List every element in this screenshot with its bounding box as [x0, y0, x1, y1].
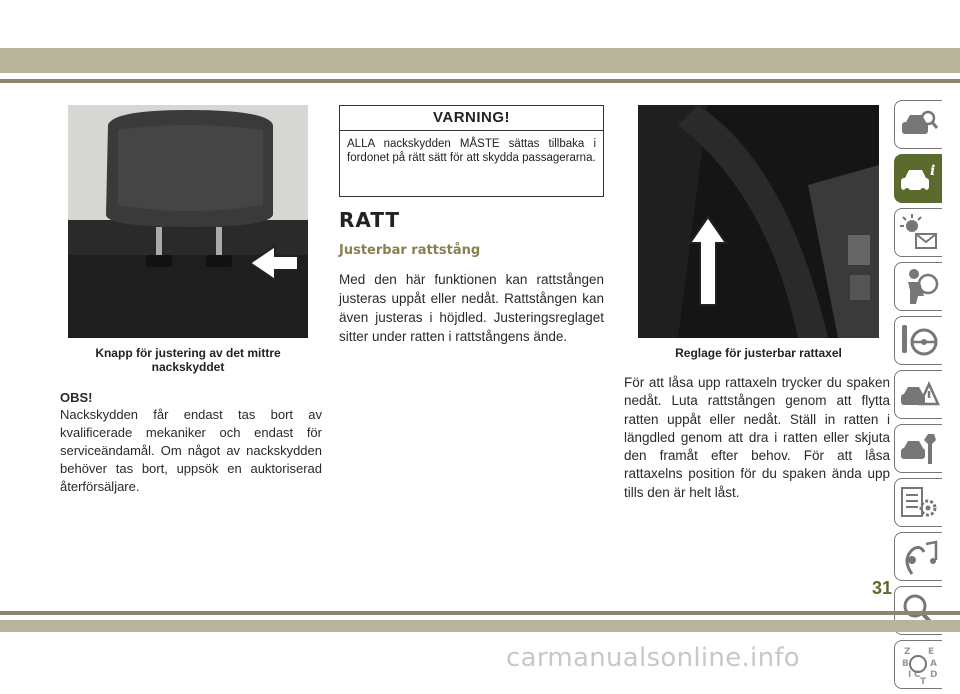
side-tab-nav — [894, 100, 944, 694]
car-info-icon — [898, 158, 940, 200]
section-text: Med den här funktionen kan rattstången justeras uppåt eller nedåt. Rattstången kan även justeras i höjdled. Justeringsreglaget sitter under ratten i rattstångens ände. — [339, 272, 604, 344]
svg-text:T: T — [920, 677, 927, 686]
note-text: Nackskydden får endast tas bort av kvalificerade mekaniker och endast för serviceändamål. Om något av nackskydden behöver tas bort, uppsök en auktoriserad återförsäljare. — [60, 407, 322, 494]
tab-specifications[interactable] — [894, 478, 942, 527]
bottom-divider — [0, 611, 960, 615]
warning-box — [339, 105, 604, 197]
section-title: RATT — [339, 208, 401, 232]
bottom-decorative-band — [0, 620, 960, 632]
svg-text:I: I — [908, 670, 912, 680]
section-subtitle: Justerbar rattstång — [339, 243, 481, 258]
svg-text:C: C — [914, 670, 921, 680]
svg-text:i: i — [930, 163, 936, 179]
tab-car-search[interactable] — [894, 100, 942, 149]
tab-airbag-safety[interactable] — [894, 262, 942, 311]
svg-text:A: A — [930, 659, 937, 669]
tab-car-info[interactable] — [894, 154, 942, 203]
headrest-photo — [68, 105, 308, 338]
headrest-photo-caption: Knapp för justering av det mittre nackskyddet — [95, 346, 281, 374]
tab-steering[interactable] — [894, 316, 942, 365]
tab-warning-lights[interactable] — [894, 208, 942, 257]
steering-wheel-icon — [898, 320, 940, 362]
steering-photo-caption: Reglage för justerbar rattaxel — [675, 346, 842, 360]
tab-index[interactable] — [894, 640, 942, 689]
car-search-icon — [898, 104, 940, 146]
warning-lights-message-icon — [898, 212, 940, 254]
multimedia-icon — [898, 536, 940, 578]
top-decorative-band — [0, 48, 960, 73]
warning-text: ALLA nackskydden MÅSTE sättas tillbaka i fordonet på rätt sätt för att skydda passagerarna. — [347, 138, 596, 164]
airbag-safety-icon — [898, 266, 940, 308]
svg-text:D: D — [930, 670, 938, 680]
svg-text:B: B — [902, 659, 909, 669]
tab-car-hazard[interactable] — [894, 370, 942, 419]
tab-multimedia[interactable] — [894, 532, 942, 581]
svg-text:Z: Z — [904, 647, 911, 657]
specifications-gear-icon — [898, 482, 940, 524]
steering-column-photo — [638, 105, 879, 338]
steering-column-illustration — [638, 105, 879, 338]
note-title: OBS! — [60, 390, 93, 405]
car-hazard-icon — [898, 374, 940, 416]
alphabetical-index-icon — [898, 644, 940, 686]
page-number: 31 — [872, 578, 893, 598]
top-divider — [0, 79, 960, 83]
headrest-illustration — [68, 105, 308, 338]
car-service-icon — [898, 428, 940, 470]
warning-title: VARNING! — [340, 106, 603, 131]
steering-adjust-text: För att låsa upp rattaxeln trycker du spaken nedåt. Luta rattstången genom att flytta ratten uppåt eller nedåt. Ställ in ratten i längdled genom att dra i ratten eller skjuta den framåt efter behov. För att låsa rattaxelns position för du spaken ända upp tills den är helt låst. — [624, 375, 890, 500]
watermark: carmanualsonline.info — [506, 643, 801, 673]
tab-car-service[interactable] — [894, 424, 942, 473]
svg-text:E: E — [928, 647, 935, 657]
